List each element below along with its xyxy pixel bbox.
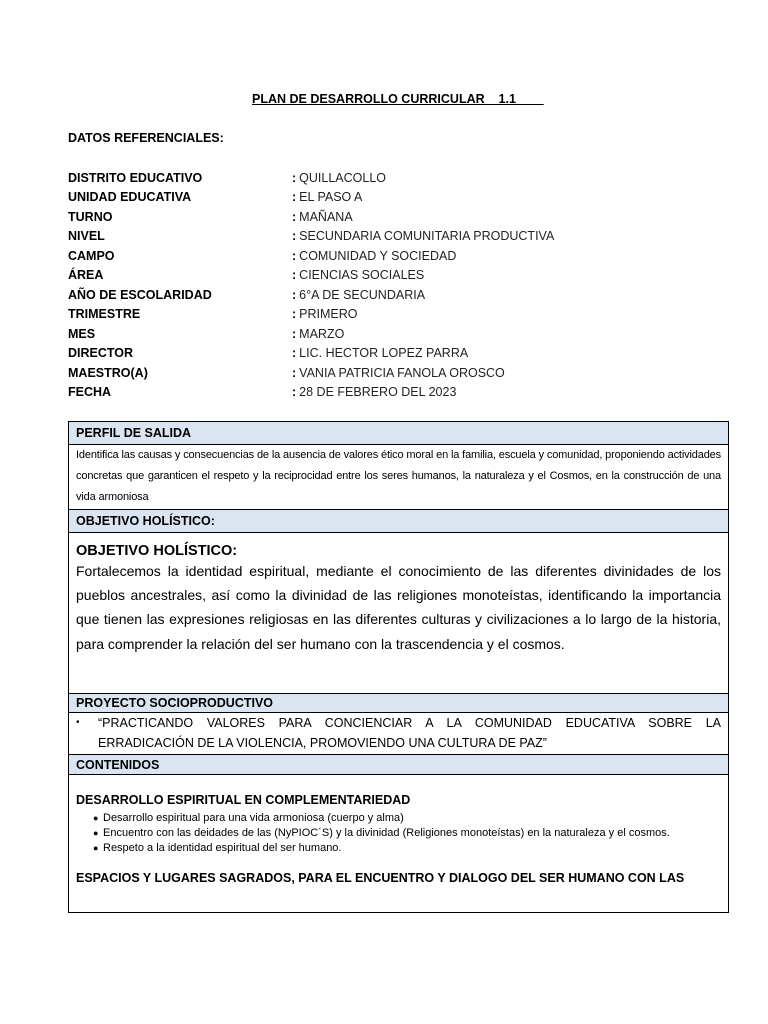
bullet-icon: ● [93,843,99,853]
ref-label: CAMPO [68,248,115,263]
ref-row-unidad [68,188,554,208]
ref-label: MES [68,326,96,341]
ref-value: COMUNIDAD Y SOCIEDAD [299,248,457,263]
list-item [76,812,721,825]
separator: : [292,346,297,361]
separator: : [292,190,297,205]
list-item [76,827,721,840]
contenidos-cell [69,775,728,913]
list-item-text: Respeto a la identidad espiritual del ser humano. [103,842,342,854]
perfil-text: Identifica las causas y consecuencias de la ausencia de valores ético moral en la familia, escuela y comunidad, proponiendo actividades concretas que garanticen el respeto y la reciprocidad entre los seres humanos, la naturaleza y el Cosmos, en la construcción de una vida armoniosa [69,445,728,510]
ref-value: MARZO [299,326,345,341]
contenidos-header: CONTENIDOS [69,755,728,775]
proyecto-cell [69,713,728,755]
ref-row-turno [68,207,554,227]
ref-label: TRIMESTRE [68,307,141,322]
contenidos-heading: DESARROLLO ESPIRITUAL EN COMPLEMENTARIEDAD [76,793,411,807]
ref-value: VANIA PATRICIA FANOLA OROSCO [299,365,505,380]
ref-value: LIC. HECTOR LOPEZ PARRA [299,346,469,361]
objetivo-text: Fortalecemos la identidad espiritual, mediante el conocimiento de las diferentes divinidades de los pueblos ancestrales, así como la divinidad de las religiones monoteístas, identificando la importancia que tienen las expresiones religiosas en las diferentes culturas y civilizaciones a lo largo de la historia, para comprender la relación del ser humano con la trascendencia y el cosmos. [76,563,721,652]
separator: : [292,365,297,380]
curriculum-table [68,421,729,913]
separator: : [292,209,297,224]
bullet-icon: ● [93,828,99,838]
ref-row-maestro [68,363,554,383]
ref-label: FECHA [68,385,112,400]
separator: : [292,248,297,263]
separator: : [292,170,297,185]
ref-row-nivel [68,227,554,247]
ref-label: DISTRITO EDUCATIVO [68,170,203,185]
ref-value: 28 DE FEBRERO DEL 2023 [299,385,457,400]
contenidos-subheading: ESPACIOS Y LUGARES SAGRADOS, PARA EL ENCUENTRO Y DIALOGO DEL SER HUMANO CON LAS [76,871,685,885]
ref-row-fecha [68,383,554,403]
list-item-text: Desarrollo espiritual para una vida armoniosa (cuerpo y alma) [103,812,404,824]
ref-value: QUILLACOLLO [299,170,387,185]
ref-value: PRIMERO [299,307,358,322]
ref-row-director [68,344,554,364]
ref-label: NIVEL [68,229,105,244]
ref-label: UNIDAD EDUCATIVA [68,190,192,205]
bullet-icon: ● [93,813,99,823]
ref-row-anio [68,285,554,305]
objetivo-cell [69,533,728,694]
ref-row-campo [68,246,554,266]
ref-row-distrito [68,168,554,188]
ref-row-area [68,266,554,286]
ref-row-trimestre [68,305,554,325]
ref-value: CIENCIAS SOCIALES [299,268,425,283]
ref-value: SECUNDARIA COMUNITARIA PRODUCTIVA [299,229,555,244]
proyecto-header: PROYECTO SOCIOPRODUCTIVO [69,694,728,713]
reference-data-table [68,168,554,402]
ref-value: EL PASO A [299,190,363,205]
bullet-icon: • [76,717,80,728]
ref-label: DIRECTOR [68,346,134,361]
separator: : [292,268,297,283]
separator: : [292,385,297,400]
ref-label: TURNO [68,209,113,224]
page-title: PLAN DE DESARROLLO CURRICULAR 1.1 [252,92,544,106]
ref-label: MAESTRO(A) [68,365,148,380]
ref-row-mes [68,324,554,344]
separator: : [292,307,297,322]
list-item [69,713,728,753]
ref-value: 6°A DE SECUNDARIA [299,287,426,302]
list-item [76,842,721,855]
separator: : [292,287,297,302]
ref-label: AÑO DE ESCOLARIDAD [68,287,212,302]
separator: : [292,326,297,341]
proyecto-text: “PRACTICANDO VALORES PARA CONCIENCIAR A LA COMUNIDAD EDUCATIVA SOBRE LA ERRADICACIÓN DE LA VIOLENCIA, PROMOVIENDO UNA CULTURA DE PAZ” [98,716,721,750]
objetivo-title: OBJETIVO HOLÍSTICO: [76,543,238,559]
datos-referenciales-heading: DATOS REFERENCIALES: [68,131,224,145]
contenidos-list [76,812,721,855]
separator: : [292,229,297,244]
objetivo-header: OBJETIVO HOLÍSTICO: [69,510,728,533]
ref-label: ÁREA [68,268,104,283]
list-item-text: Encuentro con las deidades de las (NyPIOC´S) y la divinidad (Religiones monoteístas) en la naturaleza y el cosmos. [103,827,670,839]
perfil-header: PERFIL DE SALIDA [69,422,728,445]
ref-value: MAÑANA [299,209,353,224]
